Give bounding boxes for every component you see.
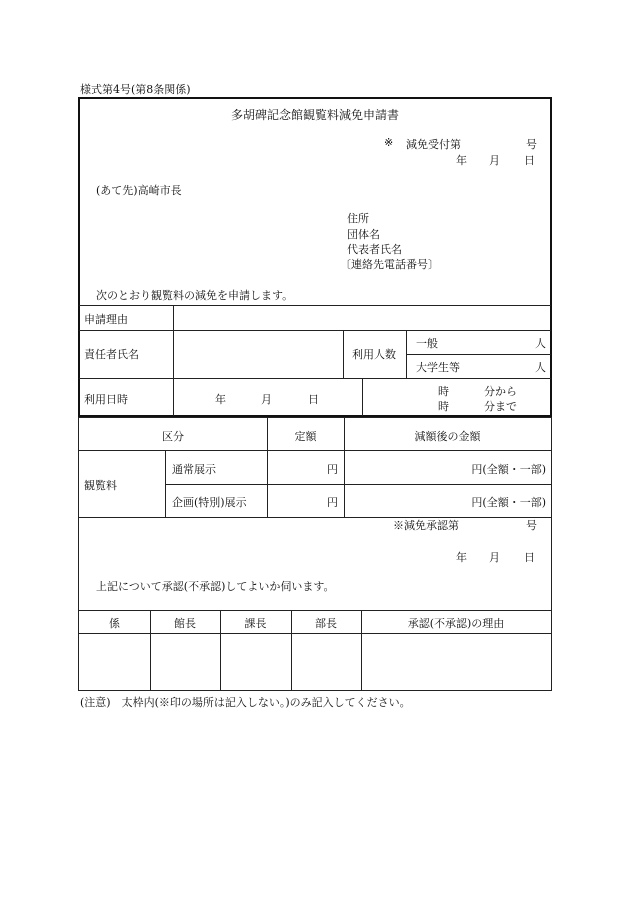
approval-number-suffix: 号 xyxy=(526,519,537,532)
stamp-col-section-chief: 課長 xyxy=(244,617,267,630)
fee-row-yen: 円 xyxy=(327,463,338,476)
fee-row-label: 通常展示 xyxy=(172,463,216,476)
approval-inquiry: 上記について承認(不承認)してよいか伺います。 xyxy=(96,580,335,593)
start-minute-from: 分から xyxy=(484,385,517,398)
note: (注意) 太枠内(※印の場所は記入しない。)のみ記入してください。 xyxy=(80,696,411,709)
stamp-col-staff: 係 xyxy=(109,617,120,630)
approval-year: 年 xyxy=(456,551,467,564)
reception-month: 月 xyxy=(489,154,500,167)
reception-mark: ※ xyxy=(384,136,394,149)
date-year: 年 xyxy=(215,393,226,406)
users-label: 利用人数 xyxy=(352,348,396,361)
fee-row-reduced: 円(全額・一部) xyxy=(471,496,546,509)
form-title: 多胡碑記念館観覧料減免申請書 xyxy=(230,108,399,122)
grid-line xyxy=(79,305,551,306)
grid-line xyxy=(362,378,363,416)
form-number: 様式第4号(第8条関係) xyxy=(80,83,191,96)
approval-month: 月 xyxy=(489,551,500,564)
date-label: 利用日時 xyxy=(84,393,128,406)
student-unit: 人 xyxy=(535,361,546,374)
fee-row-reduced: 円(全額・一部) xyxy=(471,463,546,476)
stamp-col-department-head: 部長 xyxy=(315,617,337,630)
reception-year: 年 xyxy=(456,154,467,167)
applicant-address-label: 住所 xyxy=(347,212,369,225)
grid-line xyxy=(165,450,166,517)
request-text: 次のとおり観覧料の減免を申請します。 xyxy=(96,289,294,302)
grid-line xyxy=(165,484,551,485)
student-label: 大学生等 xyxy=(416,361,460,374)
date-month: 月 xyxy=(261,393,272,406)
fee-label: 観覧料 xyxy=(84,479,117,492)
fee-row-label: 企画(特別)展示 xyxy=(172,496,247,509)
applicant-representative-label: 代表者氏名 xyxy=(347,243,402,256)
application-frame xyxy=(78,97,552,417)
reason-label: 申請理由 xyxy=(84,313,128,326)
stamp-col-reason: 承認(不承認)の理由 xyxy=(407,617,505,630)
grid-line xyxy=(406,330,407,378)
grid-line xyxy=(79,378,551,379)
grid-line xyxy=(343,330,344,378)
reception-number-suffix: 号 xyxy=(526,138,537,151)
approval-label: ※減免承認第 xyxy=(393,519,459,532)
end-hour: 時 xyxy=(438,400,449,413)
responsible-label: 責任者氏名 xyxy=(84,348,139,361)
approval-day: 日 xyxy=(524,551,535,564)
fixed-header: 定額 xyxy=(294,430,317,443)
category-header: 区分 xyxy=(162,430,184,443)
grid-line xyxy=(79,517,551,518)
reception-label: 減免受付第 xyxy=(406,138,461,151)
start-hour: 時 xyxy=(438,385,449,398)
grid-line xyxy=(79,330,551,331)
reception-day: 日 xyxy=(524,154,535,167)
general-label: 一般 xyxy=(416,337,438,350)
date-day: 日 xyxy=(308,393,319,406)
fee-row-yen: 円 xyxy=(327,496,338,509)
reduced-header: 減額後の金額 xyxy=(414,430,481,443)
general-unit: 人 xyxy=(535,337,546,350)
grid-line xyxy=(173,305,174,416)
grid-line xyxy=(79,450,551,451)
stamp-col-director: 館長 xyxy=(174,617,196,630)
grid-line xyxy=(406,354,551,355)
applicant-organization-label: 団体名 xyxy=(347,228,380,241)
applicant-phone-label: 〔連絡先電話番号〕 xyxy=(340,258,439,271)
addressee: (あて先)高崎市長 xyxy=(96,184,182,197)
end-minute-to: 分まで xyxy=(484,400,517,413)
